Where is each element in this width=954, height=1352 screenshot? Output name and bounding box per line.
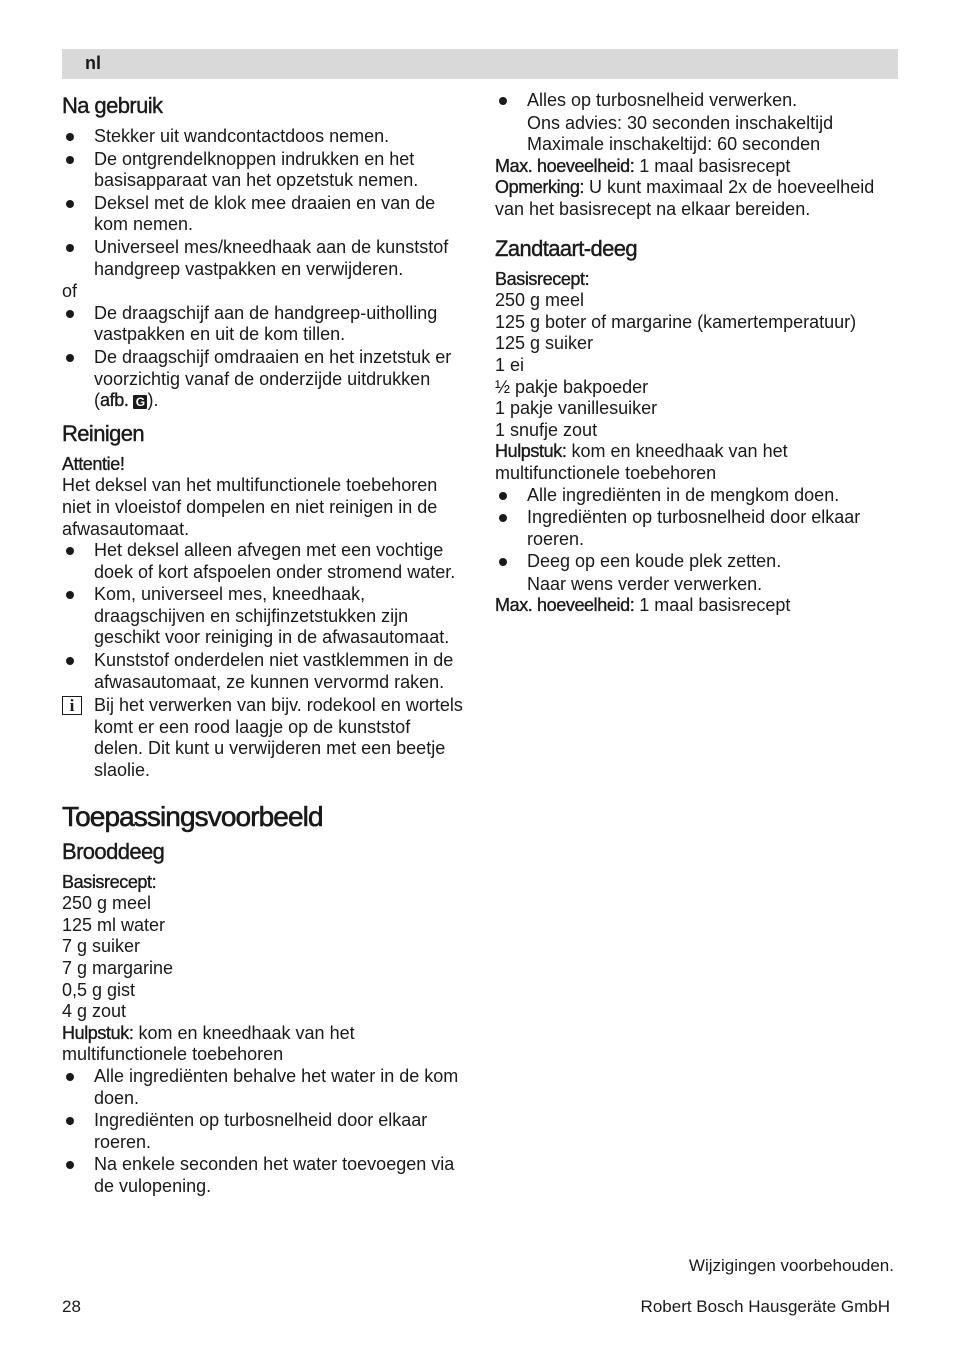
language-label: nl: [85, 53, 101, 73]
list-item: Alle ingrediënten behalve het water in de kom doen.: [62, 1066, 464, 1109]
tool-text: kom en kneedhaak van het multifunctionele toebehoren: [62, 1022, 355, 1065]
list-item: Kunststof onderdelen niet vastklemmen in de afwasautomaat, ze kunnen vervormd raken.: [62, 650, 464, 693]
list-item-text: De draagschijf omdraaien en het inzetstuk er voorzichtig vanaf de onderzijde uitdrukken (: [94, 346, 452, 411]
ingredient: 125 ml water: [62, 914, 166, 935]
remark-label: Opmerking:: [495, 177, 585, 198]
figure-ref-label: afb.: [100, 390, 129, 411]
na-gebruik-list-2: [62, 303, 464, 412]
info-note: [62, 695, 464, 781]
tool-text: kom en kneedhaak van het multifunctionele toebehoren: [495, 441, 788, 483]
ingredient: 1 pakje vanillesuiker: [495, 398, 658, 419]
list-item: Stekker uit wandcontactdoos nemen.: [62, 126, 464, 148]
max-quantity-text: 1 maal basisrecept: [634, 155, 791, 176]
recipe-label: Basisrecept:: [62, 871, 157, 892]
max-quantity-line: [495, 595, 895, 617]
left-column: [62, 88, 464, 1199]
or-text: of: [62, 281, 78, 302]
list-item: Ingrediënten op turbosnelheid door elkaar roeren.: [62, 1110, 464, 1153]
section-title-toepassing: Toepassingsvoorbeeld: [62, 800, 323, 832]
section-title-na-gebruik: Na gebruik: [62, 93, 163, 118]
list-item: Na enkele seconden het water toevoegen via de vulopening.: [62, 1154, 464, 1197]
changes-notice: Wijzigingen voorbehouden.: [688, 1256, 894, 1275]
remark-text: U kunt maximaal 2x de hoeveelheid van het basisrecept na elkaar bereiden.: [495, 177, 875, 219]
figure-letter-icon: G: [133, 395, 147, 409]
after-text: Naar wens verder verwerken.: [527, 573, 763, 594]
list-item: Alles op turbosnelheid verwerken.: [495, 90, 895, 112]
tool-label: Hulpstuk:: [62, 1022, 134, 1043]
attention-label: Attentie!: [62, 453, 125, 474]
page-number: 28: [62, 1297, 81, 1316]
ingredient: 7 g suiker: [62, 936, 141, 957]
brooddeeg-list-cont: [495, 90, 895, 112]
subsection-title-brooddeeg: Brooddeeg: [62, 838, 165, 864]
recipe-label: Basisrecept:: [495, 268, 590, 289]
ingredient: 250 g meel: [62, 893, 152, 914]
right-column: [495, 90, 895, 617]
list-item: Deksel met de klok mee draaien en van de kom nemen.: [62, 193, 464, 236]
max-quantity-line: [495, 156, 895, 178]
ingredient: 4 g zout: [62, 1001, 127, 1022]
section-title-reinigen: Reinigen: [62, 420, 145, 446]
ingredient: 0,5 g gist: [62, 979, 136, 1000]
list-item: Ingrediënten op turbosnelheid door elkaar roeren.: [495, 507, 895, 550]
brooddeeg-list: [62, 1066, 464, 1198]
attention-text: Het deksel van het multifunctionele toebehoren niet in vloeistof dompelen en niet reinigen in de afwasautomaat.: [62, 475, 438, 539]
ingredient: 1 snufje zout: [495, 419, 598, 440]
list-item: Kom, universeel mes, kneedhaak, draagschijven en schijfinzetstukken zijn geschikt voor reiniging in de afwasautomaat.: [62, 584, 464, 649]
language-bar: [62, 49, 898, 79]
max-quantity-text: 1 maal basisrecept: [634, 595, 791, 616]
ingredient: 125 g boter of margarine (kamertemperatuur): [495, 311, 857, 332]
list-item: De ontgrendelknoppen indrukken en het basisapparaat van het opzetstuk nemen.: [62, 149, 464, 192]
list-item: Het deksel alleen afvegen met een vochtige doek of kort afspoelen onder stromend water.: [62, 540, 464, 583]
na-gebruik-list: [62, 126, 464, 280]
list-item: Deeg op een koude plek zetten.: [495, 551, 895, 573]
tool-label: Hulpstuk:: [495, 441, 567, 462]
list-item: Alle ingrediënten in de mengkom doen.: [495, 485, 895, 507]
tool-line: [495, 441, 895, 484]
ingredient: 1 ei: [495, 354, 525, 375]
info-text: Bij het verwerken van bijv. rodekool en wortels komt er een rood laagje op de kunststof delen. Dit kunt u verwijderen met een beetje slaolie.: [94, 695, 463, 781]
advice-line-1: Ons advies: 30 seconden inschakeltijd: [527, 112, 834, 133]
list-item: [62, 347, 464, 412]
advice-line-2: Maximale inschakeltijd: 60 seconden: [527, 134, 821, 155]
company-name: Robert Bosch Hausgeräte GmbH: [640, 1297, 890, 1316]
subsection-title-zandtaart: Zandtaart-deeg: [495, 235, 638, 261]
max-quantity-label: Max. hoeveelheid:: [495, 155, 635, 176]
max-quantity-label: Max. hoeveelheid:: [495, 595, 635, 616]
ingredient: 7 g margarine: [62, 958, 174, 978]
tool-line: [62, 1023, 464, 1066]
remark-line: [495, 177, 895, 220]
figure-ref-close: ).: [147, 390, 159, 411]
zandtaart-list: [495, 485, 895, 573]
ingredient: 250 g meel: [495, 290, 585, 311]
list-item: De draagschijf aan de handgreep-uitholling vastpakken en uit de kom tillen.: [62, 303, 464, 346]
ingredient: 125 g suiker: [495, 333, 594, 354]
info-icon: i: [62, 696, 82, 715]
list-item: Universeel mes/kneedhaak aan de kunststof handgreep vastpakken en verwijderen.: [62, 237, 464, 280]
reinigen-list: [62, 540, 464, 693]
ingredient: ½ pakje bakpoeder: [495, 376, 649, 397]
